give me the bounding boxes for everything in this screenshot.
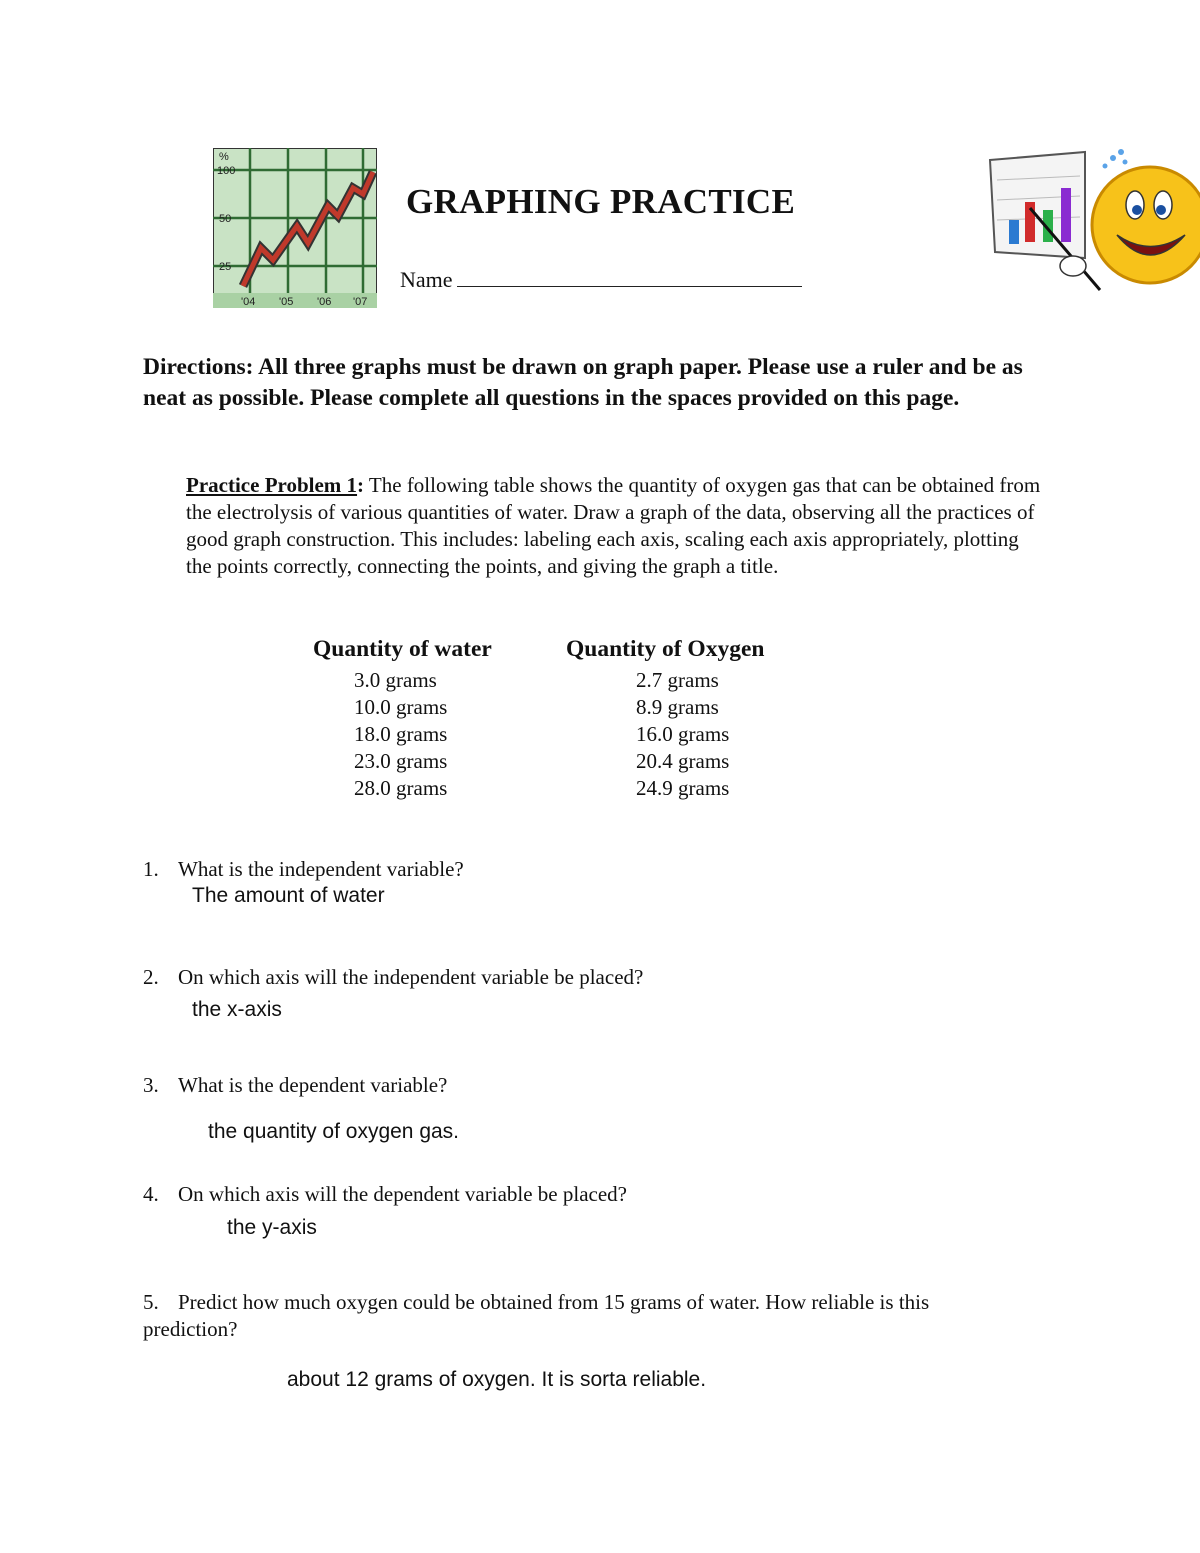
- table-header-water: Quantity of water: [313, 636, 492, 662]
- question-number: 1.: [143, 857, 159, 881]
- table-cell: 3.0 grams: [354, 668, 437, 692]
- question-number: 4.: [143, 1182, 159, 1206]
- svg-text:'05: '05: [279, 296, 294, 308]
- name-label: Name: [400, 267, 453, 292]
- problem-text: The following table shows the quantity of oxygen gas that can be obtained from the electrolysis of various quantities of water. Draw a graph of the data, observing all the practices of good graph construction. This includes: labeling each axis, scaling each axis appropriately, plotting the points correctly, connecting the points, and giving the graph a title.: [186, 473, 1041, 578]
- name-row: [400, 264, 802, 293]
- svg-text:50: 50: [219, 213, 232, 225]
- question-text: What is the dependent variable?: [178, 1073, 448, 1097]
- practice-problem: [186, 472, 1046, 580]
- table-cell: 23.0 grams: [354, 749, 448, 773]
- answer-3[interactable]: the quantity of oxygen gas.: [208, 1120, 460, 1143]
- question-5-continued: prediction?: [143, 1317, 238, 1341]
- answer-1[interactable]: The amount of water: [192, 884, 385, 907]
- question-text: On which axis will the independent variable be placed?: [178, 965, 644, 989]
- question-text: What is the independent variable?: [178, 857, 464, 881]
- question-1: [143, 857, 464, 882]
- question-5: [143, 1290, 929, 1315]
- table-cell: 18.0 grams: [354, 722, 448, 746]
- directions: Directions: All three graphs must be drawn on graph paper. Please use a ruler and be as neat as possible. Please complete all questions in the spaces provided on this page.: [143, 354, 1023, 411]
- question-number: 2.: [143, 965, 159, 989]
- stock-graph-clipart: [213, 148, 377, 308]
- table-cell: 28.0 grams: [354, 776, 448, 800]
- svg-text:25: 25: [219, 261, 232, 273]
- table-header-oxygen: Quantity of Oxygen: [566, 636, 765, 662]
- question-number: 5.: [143, 1290, 159, 1314]
- svg-text:'06: '06: [317, 296, 332, 308]
- problem-colon: :: [357, 473, 365, 497]
- svg-text:'04: '04: [241, 296, 256, 308]
- axis-percent-label: %: [219, 151, 229, 163]
- table-cell: 2.7 grams: [636, 668, 719, 692]
- smiley-presenter-clipart: [985, 140, 1200, 300]
- question-text: Predict how much oxygen could be obtained from 15 grams of water. How reliable is this: [178, 1290, 930, 1314]
- svg-text:'07: '07: [353, 296, 368, 308]
- answer-2[interactable]: the x-axis: [192, 998, 282, 1021]
- answer-4[interactable]: the y-axis: [227, 1216, 317, 1239]
- answer-5[interactable]: about 12 grams of oxygen. It is sorta reliable.: [287, 1368, 707, 1391]
- question-number: 3.: [143, 1073, 159, 1097]
- question-3: [143, 1073, 447, 1098]
- question-text: On which axis will the dependent variable be placed?: [178, 1182, 627, 1206]
- table-cell: 10.0 grams: [354, 695, 448, 719]
- question-4: [143, 1182, 627, 1207]
- page-title: GRAPHING PRACTICE: [406, 182, 796, 221]
- table-cell: 8.9 grams: [636, 695, 719, 719]
- table-cell: 24.9 grams: [636, 776, 730, 800]
- table-cell: 20.4 grams: [636, 749, 730, 773]
- name-field[interactable]: [457, 264, 802, 287]
- svg-text:100: 100: [217, 165, 236, 177]
- problem-label: Practice Problem 1: [186, 473, 358, 497]
- table-cell: 16.0 grams: [636, 722, 730, 746]
- question-2: [143, 965, 643, 990]
